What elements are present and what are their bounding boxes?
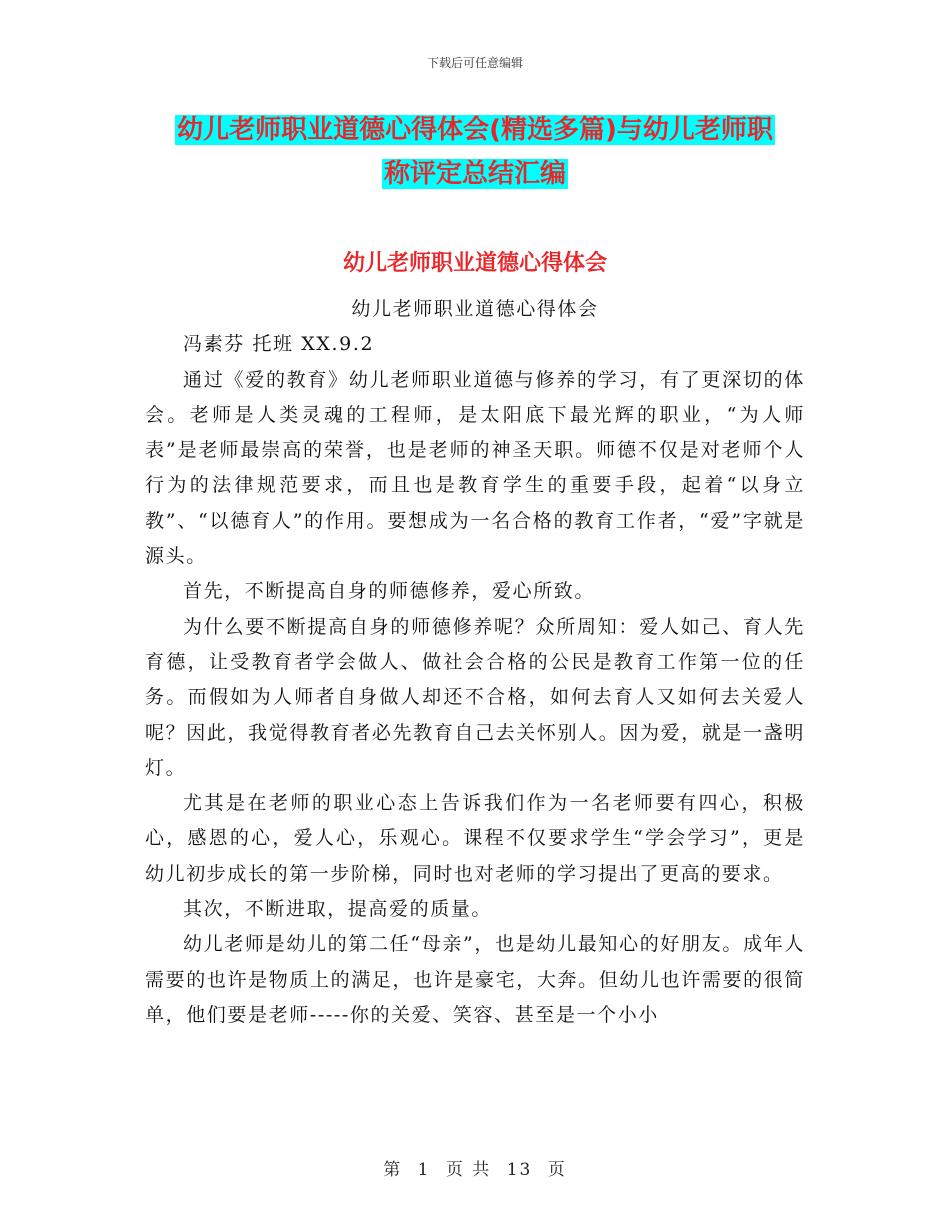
paragraph-2: 首先，不断提高自身的师德修养，爱心所致。 [183,580,596,603]
paragraph-5: 其次，不断进取，提高爱的质量。 [183,898,493,921]
paragraph-4: 尤其是在老师的职业心态上告诉我们作为一名老师要有四心，积极心，感恩的心，爱人心，乐观心。课程不仅要求学生“学会学习”，更是幼儿初步成长的第一步阶梯，同时也对老师的学习提出了更高的要求。 [145,792,805,885]
body-text [145,292,805,1033]
section-title: 幼儿老师职业道德心得体会 [342,251,607,276]
paragraph-3: 为什么要不断提高自身的师德修养呢？众所周知：爱人如己、育人先育德，让受教育者学会做人、做社会合格的公民是教育工作第一位的任务。而假如为人师者自身做人却还不合格，如何去育人又如何去关爱人呢？因此，我觉得教育者必先教育自己去关怀别人。因为爱，就是一盏明灯。 [145,615,805,779]
footer-prefix: 第 [383,1160,403,1180]
header-note: 下载后可任意编辑 [426,56,523,70]
page-footer [0,1155,950,1180]
footer-total-pages: 13 [506,1160,533,1180]
footer-page-number: 1 [417,1160,431,1180]
paragraph-6: 幼儿老师是幼儿的第二任“母亲”，也是幼儿最知心的好朋友。成年人需要的也许是物质上的满足，也许是豪宅，大奔。但幼儿也许需要的很简单，他们要是老师-----你的关爱、笑容、甚至是一个小小 [145,933,805,1026]
subtitle: 幼儿老师职业道德心得体会 [351,298,599,320]
author-line: 冯素芬 托班 XX.9.2 [183,333,375,356]
main-title-line2: 称评定总结汇编 [383,159,566,189]
footer-suffix: 页 [547,1160,567,1180]
footer-middle: 页 共 [445,1160,492,1180]
paragraph-1: 通过《爱的教育》幼儿老师职业道德与修养的学习，有了更深切的体会。老师是人类灵魂的工程师，是太阳底下最光辉的职业，“为人师表”是老师最崇高的荣誉，也是老师的神圣天职。师德不仅是对老师个人行为的法律规范要求，而且也是教育学生的重要手段，起着“以身立教”、“以德育人”的作用。要想成为一名合格的教育工作者，“爱”字就是源头。 [145,368,805,568]
main-title-line1: 幼儿老师职业道德心得体会(精选多篇)与幼儿老师职 [177,115,773,145]
main-title [150,108,800,196]
